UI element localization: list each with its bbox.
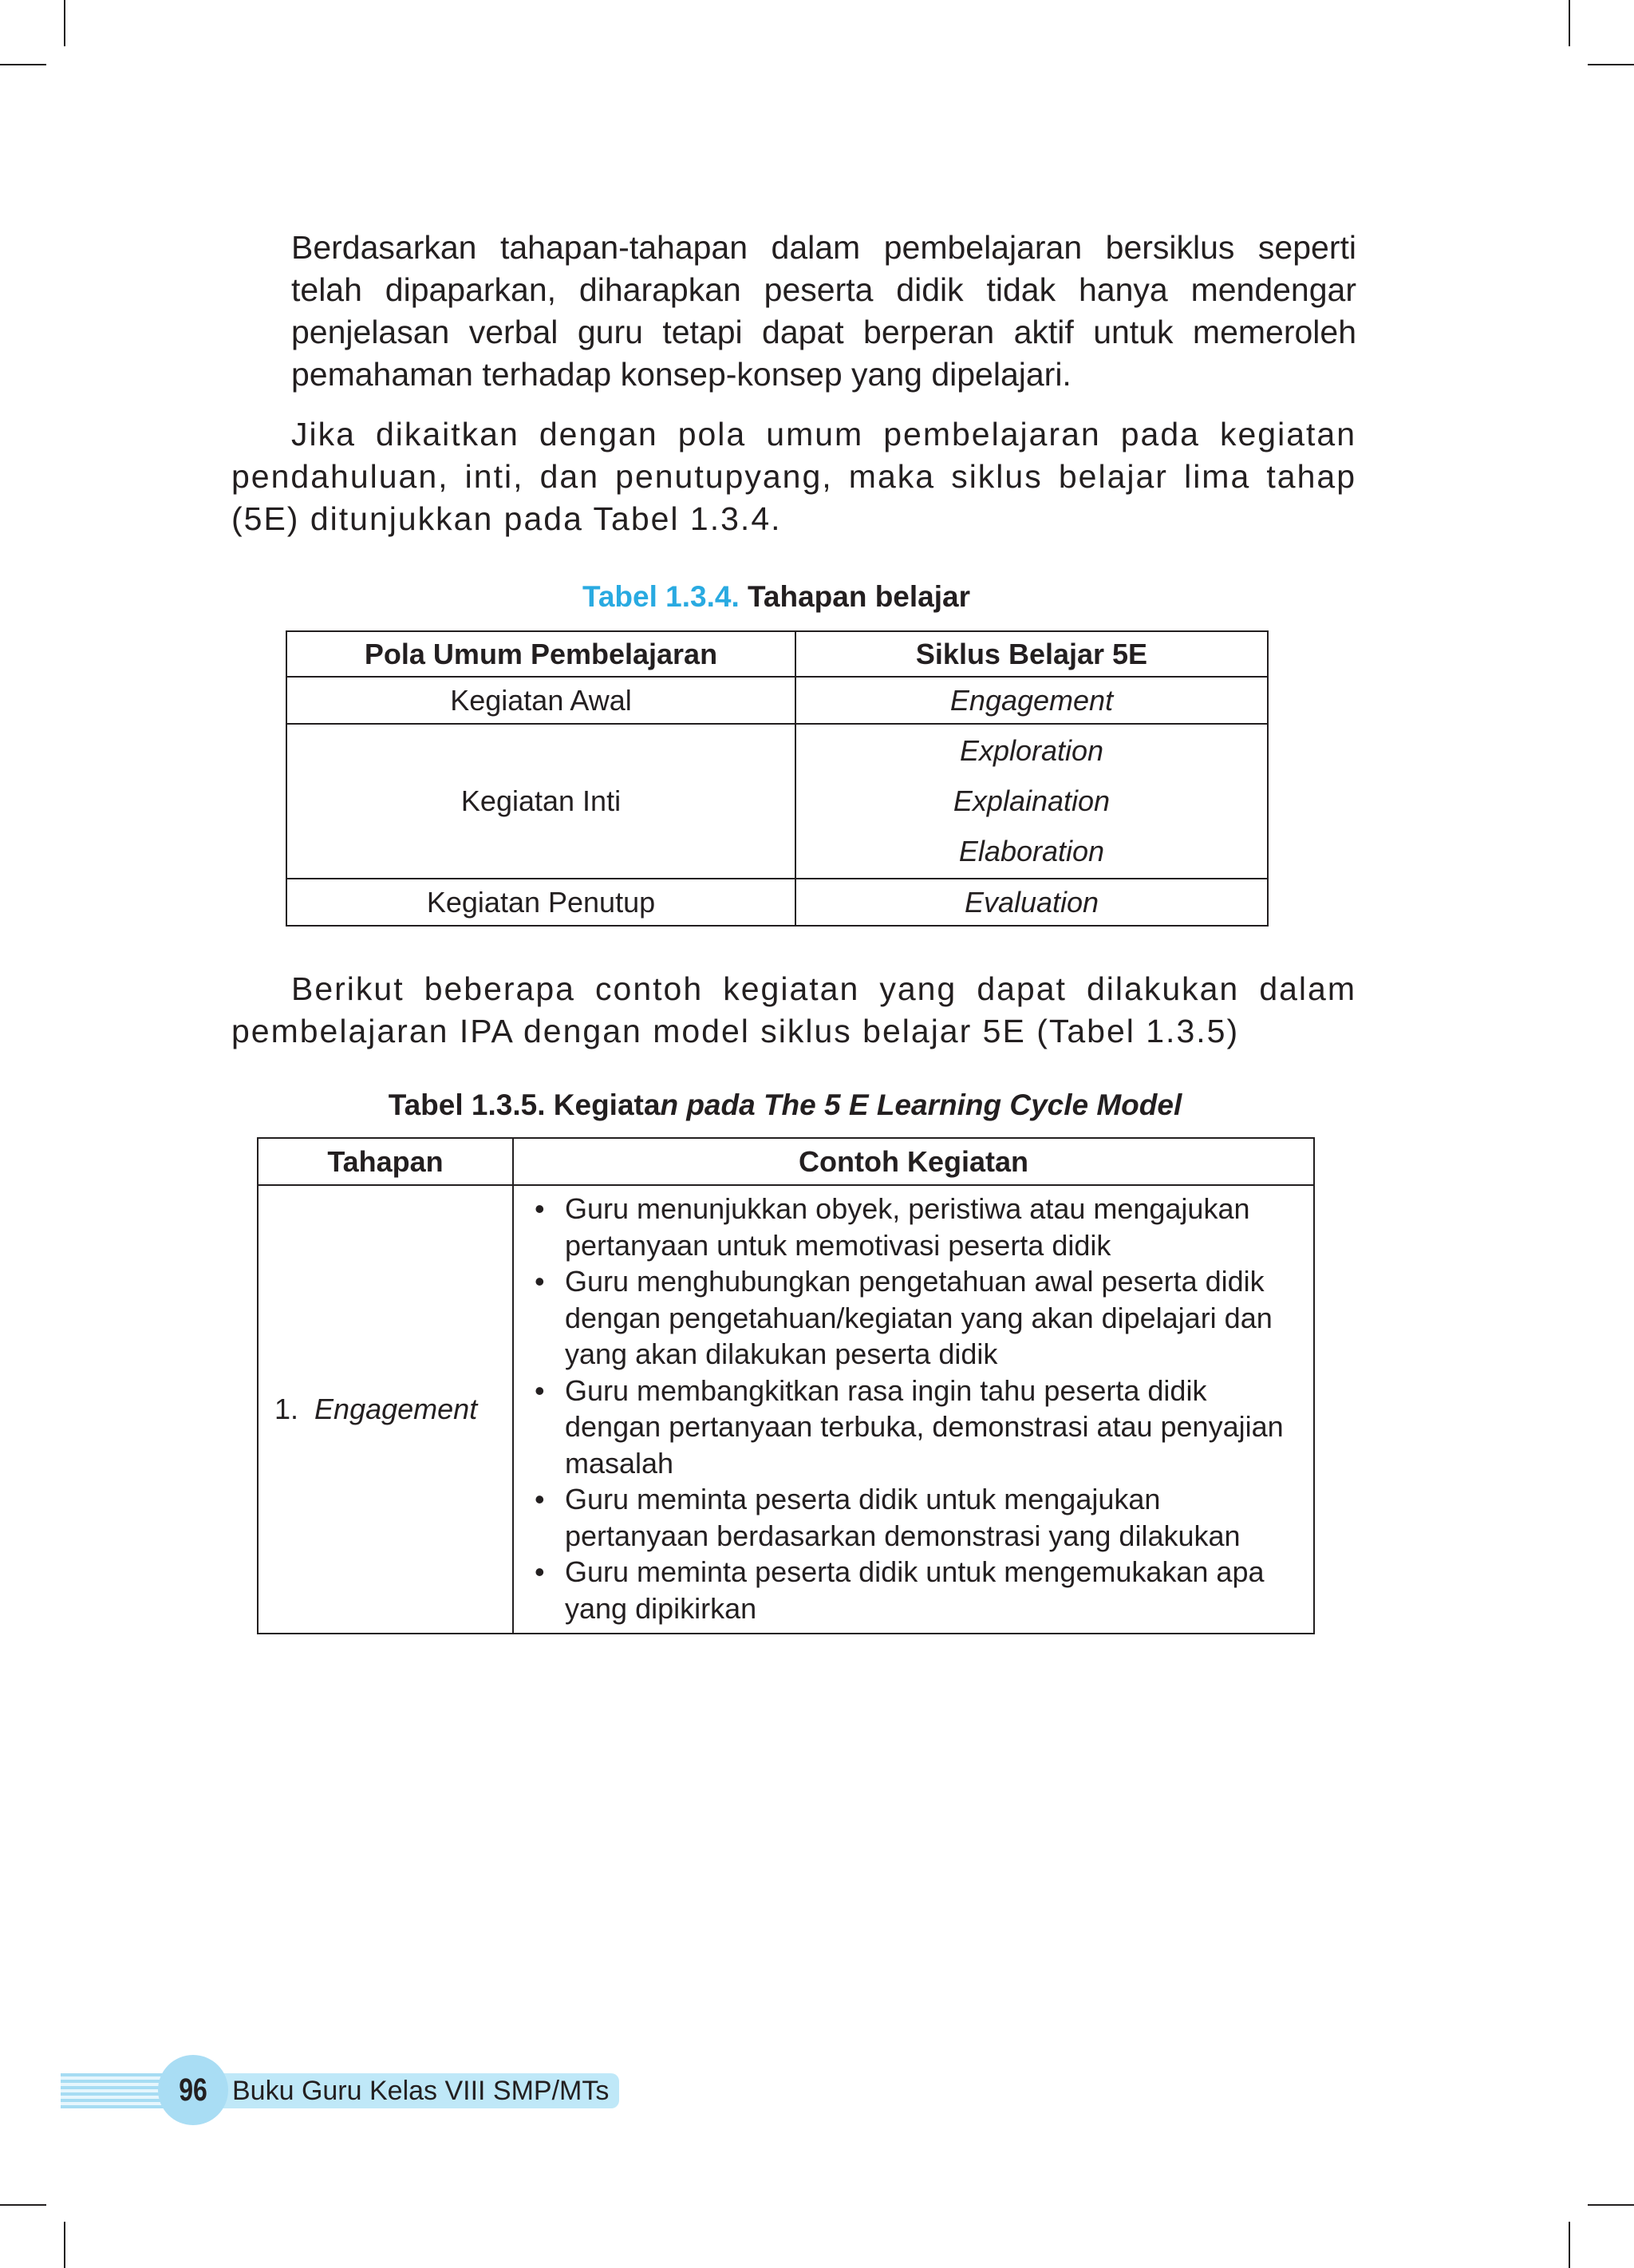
paragraph-examples: Berikut beberapa contoh kegiatan yang dapat dilakukan dalam pembelajaran IPA dengan model siklus belajar 5E (Tabel 1.3.5) <box>231 970 1356 1049</box>
table-cell-tahapan <box>258 1185 513 1634</box>
table-header-row <box>286 631 1268 677</box>
table-row <box>258 1185 1314 1634</box>
table-tahapan-belajar <box>286 630 1269 927</box>
table-header-cell: Tahapan <box>258 1138 513 1185</box>
list-item: • Guru menunjukkan obyek, peristiwa atau mengajukan pertanyaan untuk memotivasi peserta didik <box>523 1191 1305 1263</box>
table-cell-siklus: Evaluation <box>795 879 1268 926</box>
list-item: • Guru meminta peserta didik untuk mengemukakan apa yang dipikirkan <box>523 1554 1305 1626</box>
page-number: 96 <box>179 2072 207 2108</box>
crop-mark <box>0 2204 46 2206</box>
crop-mark <box>1569 2222 1570 2268</box>
table-cell-kegiatan <box>513 1185 1314 1634</box>
list-item: • Guru membangkitkan rasa ingin tahu peserta didik dengan pertanyaan terbuka, demonstrasi atau penyajian masalah <box>523 1373 1305 1482</box>
table-row <box>286 724 1268 879</box>
crop-mark <box>1588 64 1634 65</box>
footer-book-title: Buku Guru Kelas VIII SMP/MTs <box>232 2076 610 2106</box>
crop-mark <box>64 2222 65 2268</box>
list-item: • Guru meminta peserta didik untuk mengajukan pertanyaan berdasarkan demonstrasi yang dilakukan <box>523 1481 1305 1554</box>
stage-name: Engagement <box>314 1393 478 1425</box>
table-header-cell: Pola Umum Pembelajaran <box>286 631 795 677</box>
activity-list <box>514 1186 1313 1633</box>
table-row <box>286 677 1268 724</box>
table-row <box>286 879 1268 926</box>
table-contoh-kegiatan <box>257 1137 1315 1634</box>
table2-caption <box>257 1089 1313 1122</box>
siklus-item: Elaboration <box>958 835 1105 867</box>
table-cell-pola: Kegiatan Awal <box>286 677 795 724</box>
siklus-item: Exploration <box>959 734 1104 767</box>
crop-mark <box>1569 0 1570 46</box>
paragraph-table-reference: Jika dikaitkan dengan pola umum pembelajaran pada kegiatan pendahuluan, inti, dan penutupyang, maka siklus belajar lima tahap (5E) ditunjukkan pada Tabel 1.3.4. <box>231 416 1356 537</box>
table-header-row <box>258 1138 1314 1185</box>
table1-caption-title: Tahapan belajar <box>748 580 970 613</box>
table1-caption <box>286 580 1267 614</box>
siklus-item: Explaination <box>953 784 1111 817</box>
paragraph-intro: Berdasarkan tahapan-tahapan dalam pembelajaran bersiklus seperti telah dipaparkan, diharapkan peserta didik tidak hanya mendengar penjelasan verbal guru tetapi dapat berperan aktif untuk memeroleh pemahaman terhadap konsep-konsep yang dipelajari. <box>291 229 1356 393</box>
crop-mark <box>0 64 46 65</box>
table-cell-siklus <box>795 724 1268 879</box>
table-cell-pola: Kegiatan Inti <box>286 724 795 879</box>
table-cell-pola: Kegiatan Penutup <box>286 879 795 926</box>
table-header-cell: Siklus Belajar 5E <box>795 631 1268 677</box>
table2-caption-prefix: Tabel 1.3.5. Kegiata <box>388 1089 661 1121</box>
table-cell-siklus: Engagement <box>795 677 1268 724</box>
crop-mark <box>1588 2204 1634 2206</box>
table2-caption-italic: n pada The 5 E Learning Cycle Model <box>660 1089 1182 1121</box>
table-header-cell: Contoh Kegiatan <box>513 1138 1314 1185</box>
table1-caption-number: Tabel 1.3.4. <box>582 580 740 613</box>
crop-mark <box>64 0 65 46</box>
stage-number: 1. <box>274 1393 299 1425</box>
list-item: • Guru menghubungkan pengetahuan awal peserta didik dengan pengetahuan/kegiatan yang akan dipelajari dan yang akan dilakukan peserta didik <box>523 1263 1305 1373</box>
